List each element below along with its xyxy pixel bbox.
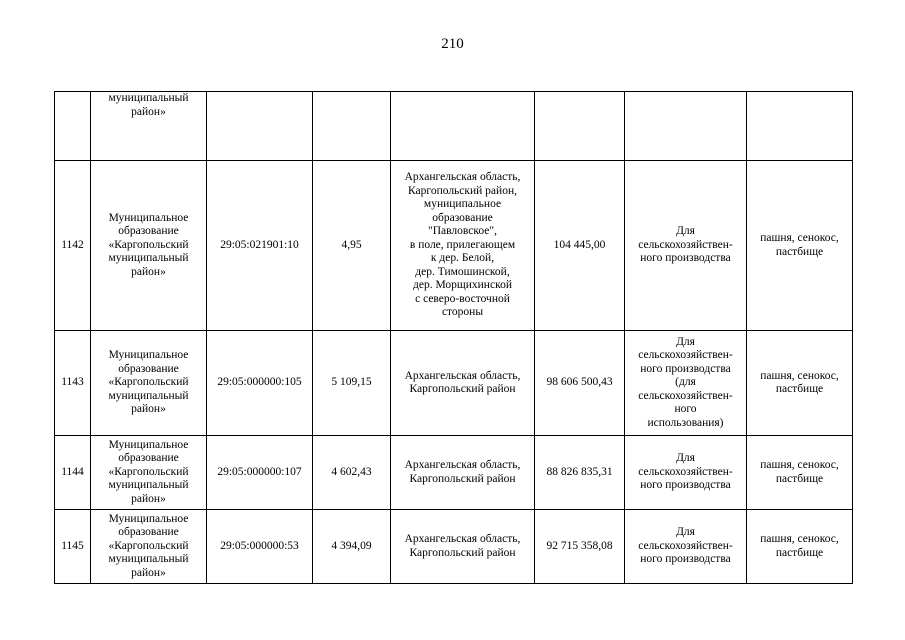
land-category-cell bbox=[625, 92, 747, 161]
area-cell: 4,95 bbox=[313, 161, 391, 331]
land-use-cell: пашня, сенокос, пастбище bbox=[747, 436, 853, 510]
land-category-cell: Для сельскохозяйствен- ного производства bbox=[625, 436, 747, 510]
table-row bbox=[55, 510, 853, 584]
location-cell: Архангельская область, Каргопольский район bbox=[391, 331, 535, 436]
row-number-cell bbox=[55, 92, 91, 161]
cadastral-value-cell: 88 826 835,31 bbox=[535, 436, 625, 510]
table-row bbox=[55, 161, 853, 331]
cadastral-number-cell: 29:05:000000:107 bbox=[207, 436, 313, 510]
row-number-cell: 1144 bbox=[55, 436, 91, 510]
owner-cell: Муниципальное образование «Каргопольский муниципальный район» bbox=[91, 436, 207, 510]
cadastral-number-cell: 29:05:000000:53 bbox=[207, 510, 313, 584]
row-number-cell: 1145 bbox=[55, 510, 91, 584]
area-cell: 4 394,09 bbox=[313, 510, 391, 584]
location-cell bbox=[391, 92, 535, 161]
owner-cell: муниципальный район» bbox=[91, 92, 207, 161]
table-row bbox=[55, 436, 853, 510]
location-cell: Архангельская область, Каргопольский район, муниципальное образование "Павловское", в поле, прилегающем к дер. Белой, дер. Тимошинской, дер. Морщихинской с северо-восточной стороны bbox=[391, 161, 535, 331]
area-cell: 5 109,15 bbox=[313, 331, 391, 436]
owner-cell: Муниципальное образование «Каргопольский муниципальный район» bbox=[91, 331, 207, 436]
location-cell: Архангельская область, Каргопольский район bbox=[391, 510, 535, 584]
cadastral-number-cell: 29:05:000000:105 bbox=[207, 331, 313, 436]
land-category-cell: Для сельскохозяйствен- ного производства (для сельскохозяйствен- ного использования) bbox=[625, 331, 747, 436]
row-number-cell: 1143 bbox=[55, 331, 91, 436]
location-cell: Архангельская область, Каргопольский район bbox=[391, 436, 535, 510]
owner-cell: Муниципальное образование «Каргопольский муниципальный район» bbox=[91, 161, 207, 331]
land-use-cell bbox=[747, 92, 853, 161]
table-row-continuation bbox=[55, 92, 853, 161]
land-category-cell: Для сельскохозяйствен- ного производства bbox=[625, 510, 747, 584]
page-number: 210 bbox=[441, 36, 464, 52]
land-use-cell: пашня, сенокос, пастбище bbox=[747, 331, 853, 436]
row-number-cell: 1142 bbox=[55, 161, 91, 331]
owner-cell: Муниципальное образование «Каргопольский муниципальный район» bbox=[91, 510, 207, 584]
land-use-cell: пашня, сенокос, пастбище bbox=[747, 510, 853, 584]
land-plots-table bbox=[54, 91, 853, 584]
cadastral-number-cell bbox=[207, 92, 313, 161]
area-cell: 4 602,43 bbox=[313, 436, 391, 510]
land-category-cell: Для сельскохозяйствен- ного производства bbox=[625, 161, 747, 331]
land-use-cell: пашня, сенокос, пастбище bbox=[747, 161, 853, 331]
cadastral-value-cell: 98 606 500,43 bbox=[535, 331, 625, 436]
area-cell bbox=[313, 92, 391, 161]
cadastral-number-cell: 29:05:021901:10 bbox=[207, 161, 313, 331]
cadastral-value-cell: 92 715 358,08 bbox=[535, 510, 625, 584]
table-row bbox=[55, 331, 853, 436]
cadastral-value-cell: 104 445,00 bbox=[535, 161, 625, 331]
cadastral-value-cell bbox=[535, 92, 625, 161]
